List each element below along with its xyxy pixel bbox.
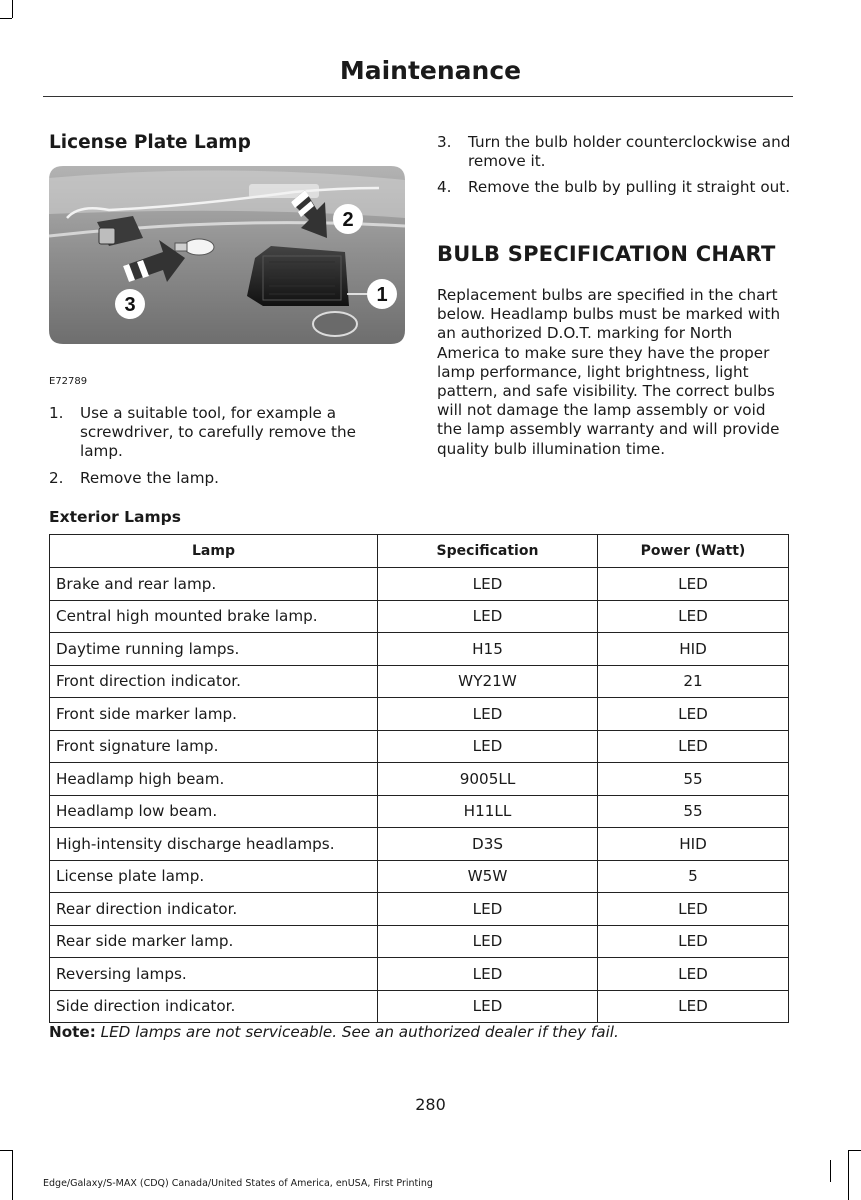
cell-specification: LED [378,958,598,991]
cell-specification: LED [378,990,598,1023]
cell-specification: H15 [378,633,598,666]
table-row [50,958,789,991]
list-item: 2. Remove the lamp. [49,468,220,487]
table-row [50,730,789,763]
cell-specification: LED [378,893,598,926]
cell-power: LED [598,958,789,991]
cell-specification: LED [378,925,598,958]
crop-mark [830,1160,831,1182]
cell-specification: LED [378,698,598,731]
cell-lamp: Front signature lamp. [50,730,378,763]
table-row [50,698,789,731]
svg-text:2: 2 [342,209,354,231]
note-label: Note: [49,1023,96,1041]
cell-power: LED [598,730,789,763]
table-body [50,568,789,1023]
column-header-lamp: Lamp [50,535,378,568]
cell-power: LED [598,600,789,633]
cell-lamp: Headlamp low beam. [50,795,378,828]
page-title: Maintenance [339,56,522,85]
table-row [50,763,789,796]
cell-power: LED [598,925,789,958]
cell-power: 21 [598,665,789,698]
column-header-specification: Specification [378,535,598,568]
table-row [50,568,789,601]
note [49,1023,619,1041]
cell-specification: 9005LL [378,763,598,796]
crop-mark [0,18,12,19]
table-row [50,925,789,958]
table-title: Exterior Lamps [49,508,181,526]
cell-specification: H11LL [378,795,598,828]
table-row [50,633,789,666]
crop-mark [12,1150,13,1200]
cell-lamp: Brake and rear lamp. [50,568,378,601]
table-header-row [50,535,789,568]
table-row [50,795,789,828]
license-plate-lamp-illustration [49,166,405,344]
cell-lamp: Central high mounted brake lamp. [50,600,378,633]
table-row [50,893,789,926]
cell-specification: LED [378,730,598,763]
cell-specification: WY21W [378,665,598,698]
cell-power: LED [598,990,789,1023]
left-steps-list [49,404,389,495]
cell-specification: D3S [378,828,598,861]
crop-mark [848,1150,861,1151]
header-divider [43,96,793,97]
list-item: 1. Use a suitable tool, for example a screwdriver, to carefully remove the lamp. [49,404,356,461]
cell-specification: LED [378,568,598,601]
cell-lamp: Front side marker lamp. [50,698,378,731]
cell-power: 5 [598,860,789,893]
footer-text: Edge/Galaxy/S-MAX (CDQ) Canada/United States of America, enUSA, First Printing [43,1178,433,1189]
list-item: 3. Turn the bulb holder counterclockwise and remove it. [437,133,791,171]
cell-power: LED [598,568,789,601]
table-row [50,600,789,633]
page-number: 280 [415,1095,446,1114]
table-row [50,665,789,698]
bulb-spec-table [49,534,789,1023]
cell-lamp: Daytime running lamps. [50,633,378,666]
cell-specification: W5W [378,860,598,893]
figure-id: E72789 [49,376,88,387]
callout-3 [115,289,145,319]
cell-lamp: Rear direction indicator. [50,893,378,926]
section-heading-bulb-chart: BULB SPECIFICATION CHART [437,242,776,266]
right-steps-list [437,133,793,205]
callout-1 [367,279,397,309]
cell-specification: LED [378,600,598,633]
cell-lamp: Headlamp high beam. [50,763,378,796]
table-row [50,860,789,893]
cell-lamp: Front direction indicator. [50,665,378,698]
crop-mark [848,1150,849,1200]
table-row [50,990,789,1023]
bulb-chart-description: Replacement bulbs are specified in the chart below. Headlamp bulbs must be marked with an authorized D.O.T. marking for North America to make sure they have the proper lamp performance, light brightness, light pattern, and safe visibility. The correct bulbs will not damage the lamp assembly or void the lamp assembly warranty and will provide quality bulb illumination time. [437,286,781,458]
list-item: 4. Remove the bulb by pulling it straight out. [437,178,791,197]
cell-lamp: High-intensity discharge headlamps. [50,828,378,861]
cell-lamp: Side direction indicator. [50,990,378,1023]
section-heading-license-plate-lamp: License Plate Lamp [49,132,251,153]
column-header-power: Power (Watt) [598,535,789,568]
cell-power: HID [598,633,789,666]
cell-power: LED [598,698,789,731]
callout-2 [333,204,363,234]
cell-lamp: Reversing lamps. [50,958,378,991]
note-text: LED lamps are not serviceable. See an authorized dealer if they fail. [100,1023,619,1041]
lamp-housing-icon [247,246,349,306]
svg-text:3: 3 [124,294,136,316]
svg-text:1: 1 [376,284,388,306]
cell-lamp: License plate lamp. [50,860,378,893]
cell-lamp: Rear side marker lamp. [50,925,378,958]
cell-power: HID [598,828,789,861]
table-row [50,828,789,861]
crop-mark [12,0,13,18]
cell-power: LED [598,893,789,926]
cell-power: 55 [598,763,789,796]
crop-mark [0,1150,12,1151]
cell-power: 55 [598,795,789,828]
